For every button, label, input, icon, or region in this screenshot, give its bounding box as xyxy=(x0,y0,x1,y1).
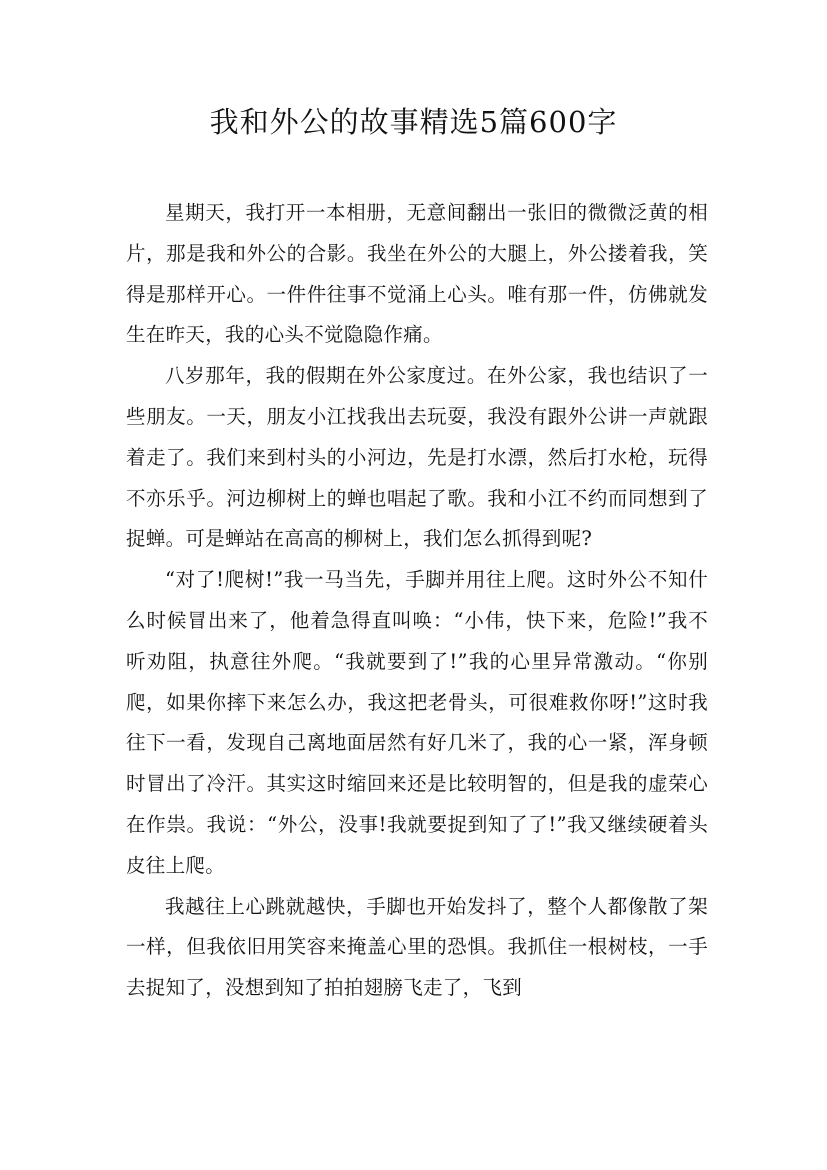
document-title: 我和外公的故事精选5篇600字 xyxy=(209,105,618,139)
paragraph-2: 八岁那年，我的假期在外公家度过。在外公家，我也结识了一些朋友。一天，朋友小江找我出去玩耍，我没有跟外公讲一声就跟着走了。我们来到村头的小河边，先是打水漂，然后打水枪，玩得不亦乐乎。河边柳树上的蝉也唱起了歌。我和小江不约而同想到了捉蝉。可是蝉站在高高的柳树上，我们怎么抓得到呢? xyxy=(126,364,708,551)
document-body xyxy=(126,193,708,1009)
paragraph-3: “对了!爬树!”我一马当先，手脚并用往上爬。这时外公不知什么时候冒出来了，他着急得直叫唤：“小伟，快下来，危险!”我不听劝阻，执意往外爬。“我就要到了!”我的心里异常激动。“你别爬，如果你摔下来怎么办，我这把老骨头，可很难救你呀!”这时我往下一看，发现自己离地面居然有好几米了，我的心一紧，浑身顿时冒出了冷汗。其实这时缩回来还是比较明智的，但是我的虚荣心在作祟。我说：“外公，没事!我就要捉到知了了!”我又继续硬着头皮往上爬。 xyxy=(126,568,708,877)
paragraph-1: 星期天，我打开一本相册，无意间翻出一张旧的微微泛黄的相片，那是我和外公的合影。我坐在外公的大腿上，外公搂着我，笑得是那样开心。一件件往事不觉涌上心头。唯有那一件，仿佛就发生在昨天，我的心头不觉隐隐作痛。 xyxy=(126,201,708,347)
paragraph-4: 我越往上心跳就越快，手脚也开始发抖了，整个人都像散了架一样，但我依旧用笑容来掩盖心里的恐惧。我抓住一根树枝，一手去捉知了，没想到知了拍拍翅膀飞走了，飞到 xyxy=(126,894,708,1000)
